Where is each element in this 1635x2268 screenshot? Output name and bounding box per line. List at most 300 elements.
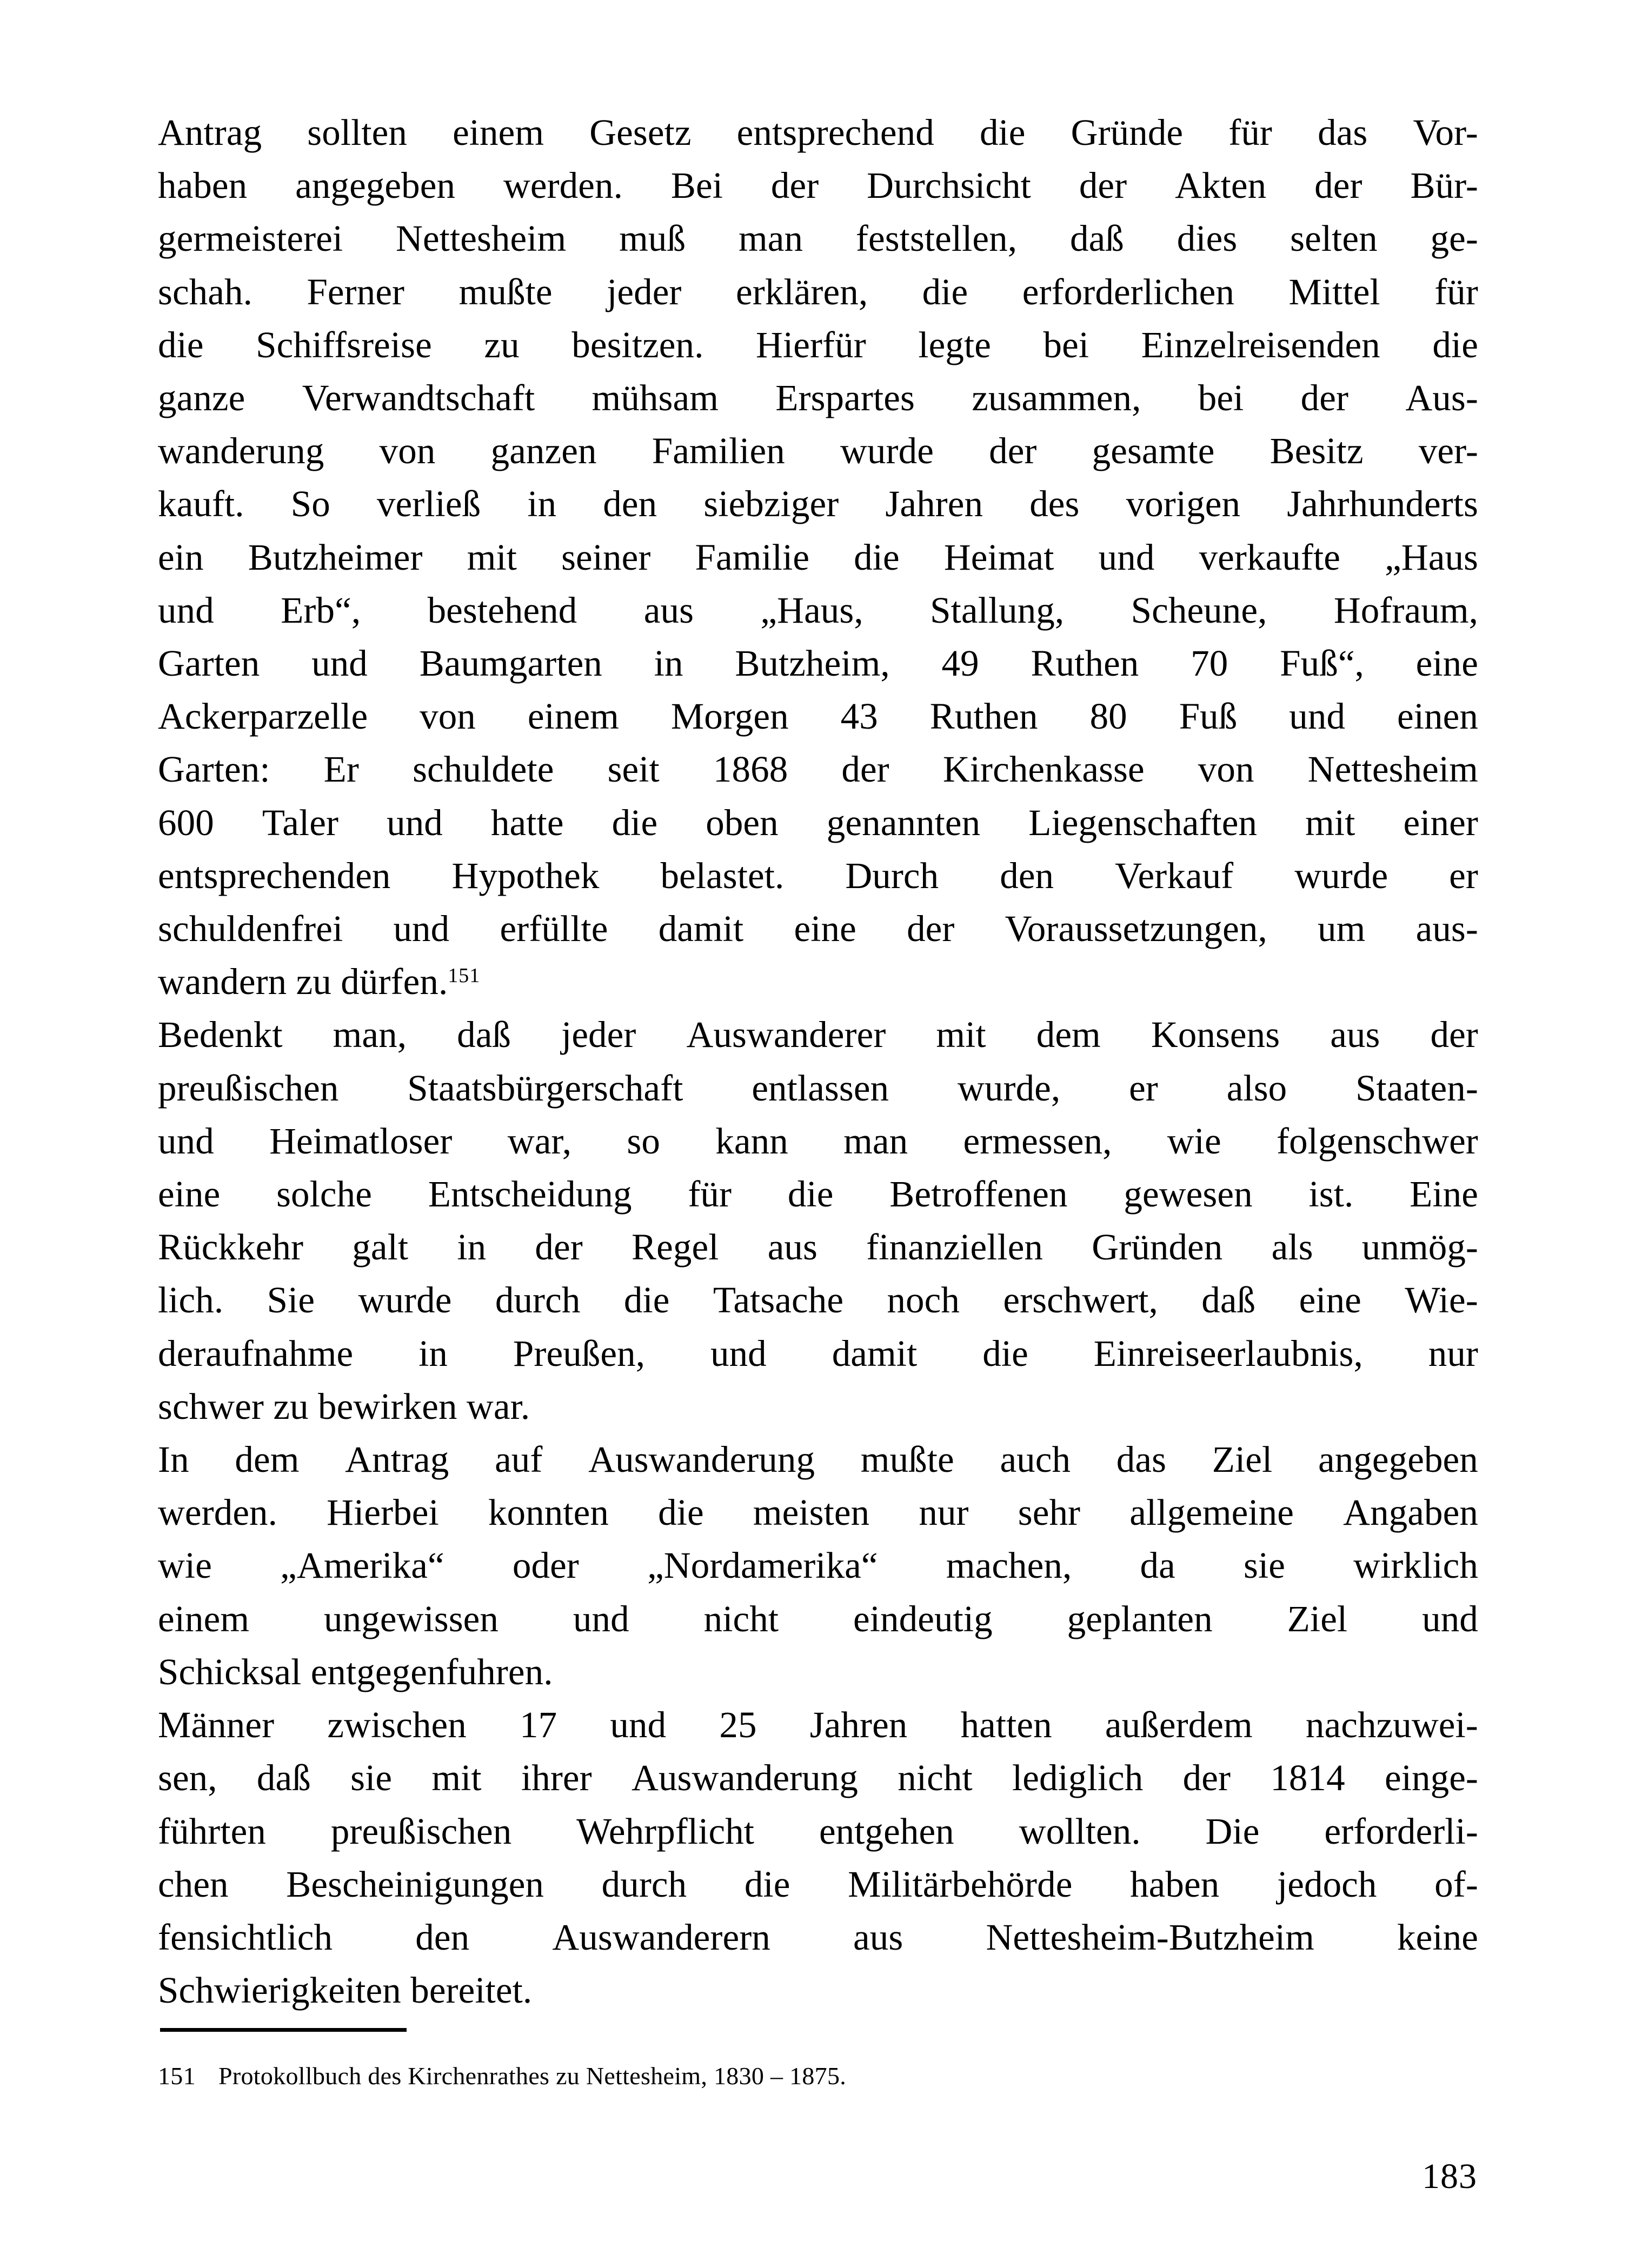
paragraph-3 bbox=[158, 1433, 1478, 1698]
word: sen, bbox=[158, 1757, 217, 1799]
word: Familien bbox=[652, 430, 785, 472]
text-line bbox=[158, 212, 1478, 265]
word: ver- bbox=[1418, 430, 1478, 472]
text-line bbox=[158, 637, 1478, 690]
word: erforderli- bbox=[1324, 1810, 1478, 1852]
word: Voraussetzungen, bbox=[1005, 908, 1267, 950]
word: des bbox=[1029, 483, 1080, 525]
word: finanziellen bbox=[866, 1226, 1044, 1268]
word: Gründe bbox=[1071, 112, 1184, 153]
word: nicht bbox=[703, 1598, 779, 1639]
word: preußischen bbox=[330, 1810, 512, 1852]
word: der bbox=[989, 430, 1037, 472]
word: schah. bbox=[158, 271, 252, 312]
word: den bbox=[603, 483, 657, 525]
word: Heimatloser bbox=[269, 1120, 453, 1162]
word: und bbox=[1098, 536, 1155, 578]
word: einge- bbox=[1385, 1757, 1478, 1799]
word: Baumgarten bbox=[419, 643, 602, 684]
word: so bbox=[627, 1120, 660, 1162]
line-text: schwer zu bewirken war. bbox=[158, 1385, 530, 1427]
text-line bbox=[158, 849, 1478, 902]
word: nur bbox=[919, 1492, 969, 1533]
text-line bbox=[158, 371, 1478, 424]
text-line bbox=[158, 1062, 1478, 1115]
word: ihrer bbox=[521, 1757, 592, 1799]
word: mußte bbox=[458, 271, 553, 312]
word: Akten bbox=[1175, 165, 1267, 206]
word: von bbox=[420, 696, 476, 737]
word: Rückkehr bbox=[158, 1226, 304, 1268]
word: Aus- bbox=[1405, 377, 1478, 419]
word: Jahrhunderts bbox=[1287, 483, 1478, 525]
word: mit bbox=[936, 1014, 986, 1056]
word: Bei bbox=[670, 165, 723, 206]
word: verließ bbox=[376, 483, 481, 525]
word: Familie bbox=[695, 536, 810, 578]
word: sie bbox=[350, 1757, 393, 1799]
word: ganzen bbox=[490, 430, 597, 472]
word: Ruthen bbox=[929, 696, 1038, 737]
paragraph-2 bbox=[158, 1008, 1478, 1433]
word: Jahren bbox=[885, 483, 983, 525]
word: Liegenschaften bbox=[1028, 802, 1258, 843]
word: daß bbox=[1069, 218, 1124, 259]
word: ganze bbox=[158, 377, 245, 419]
word: wanderung bbox=[158, 430, 324, 472]
word: daß bbox=[1201, 1279, 1256, 1321]
text-line bbox=[158, 1592, 1478, 1645]
text-line bbox=[158, 1964, 1478, 2017]
text-line bbox=[158, 531, 1478, 584]
word: Hierbei bbox=[327, 1492, 439, 1533]
word: meisten bbox=[753, 1492, 870, 1533]
word: Nettesheim bbox=[396, 218, 567, 259]
word: entsprechend bbox=[736, 112, 934, 153]
word: schuldenfrei bbox=[158, 908, 343, 950]
word: of- bbox=[1434, 1863, 1478, 1905]
text-line bbox=[158, 106, 1478, 159]
text-line bbox=[158, 1698, 1478, 1751]
word: bestehend bbox=[427, 589, 577, 631]
word: einem bbox=[158, 1598, 250, 1639]
word: Erspartes bbox=[775, 377, 915, 419]
word: ein bbox=[158, 536, 204, 578]
word: haben bbox=[158, 165, 248, 206]
word: mit bbox=[431, 1757, 482, 1799]
word: der bbox=[841, 749, 889, 790]
word: der bbox=[907, 908, 955, 950]
word: sollten bbox=[307, 112, 407, 153]
word: Mittel bbox=[1288, 271, 1380, 312]
word: eindeutig bbox=[853, 1598, 993, 1639]
word: eine bbox=[1415, 643, 1478, 684]
word: Scheune, bbox=[1131, 589, 1267, 631]
word: mühsam bbox=[591, 377, 719, 419]
word: deraufnahme bbox=[158, 1332, 354, 1374]
word: Durchsicht bbox=[867, 165, 1031, 206]
word: Eine bbox=[1410, 1173, 1478, 1215]
word: Antrag bbox=[158, 112, 262, 153]
word: die bbox=[658, 1492, 704, 1533]
word: für bbox=[688, 1173, 732, 1215]
text-line bbox=[158, 1115, 1478, 1168]
word: Verkauf bbox=[1115, 855, 1234, 896]
word: wie bbox=[1167, 1120, 1221, 1162]
word: werden. bbox=[158, 1492, 278, 1533]
word: und bbox=[1422, 1598, 1478, 1639]
word: fensichtlich bbox=[158, 1916, 333, 1958]
word: Angaben bbox=[1343, 1492, 1478, 1533]
word: Butzheim, bbox=[735, 643, 890, 684]
line-text: wandern zu dürfen. bbox=[158, 961, 448, 1003]
word: in bbox=[654, 643, 683, 684]
word: man, bbox=[333, 1014, 407, 1056]
text-line bbox=[158, 1433, 1478, 1486]
word: Stallung, bbox=[930, 589, 1065, 631]
word: den bbox=[1000, 855, 1054, 896]
word: oder bbox=[512, 1545, 579, 1586]
word: 25 bbox=[719, 1704, 757, 1746]
word: noch bbox=[887, 1279, 960, 1321]
word: jeder bbox=[607, 271, 682, 312]
word: Einzelreisenden bbox=[1141, 324, 1380, 365]
word: von bbox=[379, 430, 436, 472]
word: führten bbox=[158, 1810, 266, 1852]
word: die bbox=[787, 1173, 834, 1215]
word: ermessen, bbox=[963, 1120, 1112, 1162]
word: auch bbox=[1000, 1439, 1071, 1480]
word: eine bbox=[794, 908, 856, 950]
word: nachzuwei- bbox=[1305, 1704, 1478, 1746]
word: besitzen. bbox=[571, 324, 704, 365]
word: „Nordamerika“ bbox=[647, 1545, 878, 1586]
word: Verwandtschaft bbox=[302, 377, 535, 419]
word: Wehrpflicht bbox=[576, 1810, 755, 1852]
word: Durch bbox=[845, 855, 939, 896]
word: Auswanderung bbox=[588, 1439, 815, 1480]
word: bei bbox=[1043, 324, 1089, 365]
word: legte bbox=[918, 324, 991, 365]
word: Ruthen bbox=[1031, 643, 1139, 684]
word: da bbox=[1140, 1545, 1175, 1586]
text-line bbox=[158, 743, 1478, 796]
word: belastet. bbox=[660, 855, 785, 896]
word: der bbox=[1314, 165, 1362, 206]
word: siebziger bbox=[703, 483, 839, 525]
text-line bbox=[158, 424, 1478, 477]
text-line bbox=[158, 1645, 1478, 1698]
word: und bbox=[158, 1120, 214, 1162]
word: die bbox=[979, 112, 1026, 153]
word: zu bbox=[484, 324, 520, 365]
text-line bbox=[158, 265, 1478, 318]
word: „Haus, bbox=[760, 589, 863, 631]
word: dem bbox=[1036, 1014, 1101, 1056]
word: also bbox=[1226, 1067, 1287, 1109]
word: als bbox=[1271, 1226, 1313, 1268]
word: mit bbox=[467, 536, 517, 578]
word: erforderlichen bbox=[1022, 271, 1234, 312]
word: Auswanderern bbox=[552, 1916, 770, 1958]
word: aus bbox=[767, 1226, 818, 1268]
word: unmög- bbox=[1361, 1226, 1478, 1268]
word: außerdem bbox=[1105, 1704, 1253, 1746]
word: Tatsache bbox=[713, 1279, 844, 1321]
text-line bbox=[158, 1858, 1478, 1911]
word: hatte bbox=[490, 802, 564, 843]
text-line bbox=[158, 1539, 1478, 1592]
word: Garten bbox=[158, 643, 260, 684]
word: Ziel bbox=[1212, 1439, 1273, 1480]
word: entgehen bbox=[819, 1810, 954, 1852]
word: Heimat bbox=[943, 536, 1054, 578]
text-line bbox=[158, 477, 1478, 530]
word: Ziel bbox=[1287, 1598, 1348, 1639]
footnote-separator-rule bbox=[160, 2028, 407, 2032]
word: der bbox=[1079, 165, 1127, 206]
word: 17 bbox=[520, 1704, 557, 1746]
word: Militärbehörde bbox=[848, 1863, 1073, 1905]
word: und bbox=[573, 1598, 629, 1639]
word: seiner bbox=[561, 536, 651, 578]
word: für bbox=[1434, 271, 1478, 312]
word: kauft. bbox=[158, 483, 244, 525]
line-text: Schicksal entgegenfuhren. bbox=[158, 1651, 553, 1692]
word: jedoch bbox=[1277, 1863, 1377, 1905]
text-line bbox=[158, 1805, 1478, 1858]
word: sie bbox=[1244, 1545, 1285, 1586]
word: „Amerika“ bbox=[280, 1545, 444, 1586]
word: erklären, bbox=[736, 271, 868, 312]
word: mit bbox=[1305, 802, 1355, 843]
word: 43 bbox=[840, 696, 878, 737]
word: aus bbox=[643, 589, 694, 631]
word: Betroffenen bbox=[889, 1173, 1068, 1215]
word: daß bbox=[256, 1757, 311, 1799]
word: 1814 bbox=[1270, 1757, 1345, 1799]
word: das bbox=[1318, 112, 1368, 153]
word: einem bbox=[453, 112, 544, 153]
word: werden. bbox=[503, 165, 623, 206]
word: zwischen bbox=[327, 1704, 467, 1746]
word: ungewissen bbox=[324, 1598, 499, 1639]
word: In bbox=[158, 1439, 189, 1480]
word: Wie- bbox=[1405, 1279, 1478, 1321]
word: Hierfür bbox=[756, 324, 866, 365]
word: Gründen bbox=[1092, 1226, 1223, 1268]
text-line bbox=[158, 1380, 1478, 1433]
word: Nettesheim bbox=[1307, 749, 1478, 790]
word: kann bbox=[715, 1120, 788, 1162]
word: selten bbox=[1290, 218, 1378, 259]
word: Die bbox=[1205, 1810, 1260, 1852]
word: haben bbox=[1130, 1863, 1220, 1905]
word: 49 bbox=[941, 643, 979, 684]
word: folgenschwer bbox=[1277, 1120, 1478, 1162]
word: lediglich bbox=[1012, 1757, 1144, 1799]
word: Sie bbox=[267, 1279, 315, 1321]
word: der bbox=[1300, 377, 1349, 419]
word: dem bbox=[235, 1439, 300, 1480]
word: die bbox=[612, 802, 658, 843]
word: wollten. bbox=[1019, 1810, 1141, 1852]
word: Garten: bbox=[158, 749, 270, 790]
word: auf bbox=[495, 1439, 543, 1480]
word: durch bbox=[495, 1279, 581, 1321]
footnote-entry bbox=[158, 2060, 1478, 2092]
text-line bbox=[158, 1220, 1478, 1273]
word: man bbox=[738, 218, 803, 259]
word: Staaten- bbox=[1355, 1067, 1478, 1109]
word: wurde bbox=[840, 430, 934, 472]
word: wie bbox=[158, 1545, 212, 1586]
word: wurde bbox=[358, 1279, 452, 1321]
word: Schiffsreise bbox=[256, 324, 432, 365]
word: und bbox=[710, 1332, 767, 1374]
word: chen bbox=[158, 1863, 229, 1905]
word: Konsens bbox=[1151, 1014, 1280, 1056]
text-line bbox=[158, 1168, 1478, 1220]
word: von bbox=[1198, 749, 1254, 790]
word: wurde, bbox=[957, 1067, 1061, 1109]
word: wurde bbox=[1294, 855, 1388, 896]
word: 600 bbox=[158, 802, 214, 843]
word: machen, bbox=[946, 1545, 1072, 1586]
word: in bbox=[527, 483, 557, 525]
paragraph-4 bbox=[158, 1698, 1478, 2017]
word: Bedenkt bbox=[158, 1014, 283, 1056]
word: Jahren bbox=[809, 1704, 908, 1746]
word: So bbox=[290, 483, 330, 525]
page-number: 183 bbox=[1422, 2157, 1477, 2196]
word: seit bbox=[607, 749, 660, 790]
word: Besitz bbox=[1270, 430, 1364, 472]
text-line bbox=[158, 902, 1478, 955]
word: Gesetz bbox=[589, 112, 692, 153]
word: Erb“, bbox=[281, 589, 361, 631]
word: gewesen bbox=[1124, 1173, 1253, 1215]
text-line bbox=[158, 159, 1478, 212]
word: mußte bbox=[860, 1439, 954, 1480]
word: Regel bbox=[632, 1226, 719, 1268]
word: Er bbox=[323, 749, 359, 790]
word: Morgen bbox=[670, 696, 789, 737]
word: und bbox=[610, 1704, 667, 1746]
word: gesamte bbox=[1092, 430, 1215, 472]
word: er bbox=[1449, 855, 1478, 896]
word: muß bbox=[619, 218, 686, 259]
word: einem bbox=[527, 696, 619, 737]
word: Fuß“, bbox=[1280, 643, 1364, 684]
word: damit bbox=[658, 908, 744, 950]
word: und bbox=[1289, 696, 1346, 737]
word: ge- bbox=[1430, 218, 1478, 259]
word: wirklich bbox=[1353, 1545, 1478, 1586]
footnote-marker: 151 bbox=[448, 964, 481, 988]
word: um bbox=[1318, 908, 1366, 950]
word: das bbox=[1116, 1439, 1167, 1480]
word: allgemeine bbox=[1129, 1492, 1294, 1533]
word: hatten bbox=[960, 1704, 1052, 1746]
word: und bbox=[387, 802, 443, 843]
word: Nettesheim-Butzheim bbox=[986, 1916, 1314, 1958]
word: Kirchenkasse bbox=[942, 749, 1145, 790]
word: solche bbox=[276, 1173, 372, 1215]
word: Vor- bbox=[1413, 112, 1478, 153]
word: daß bbox=[457, 1014, 511, 1056]
text-line bbox=[158, 1911, 1478, 1964]
word: 80 bbox=[1089, 696, 1127, 737]
word: Hypothek bbox=[451, 855, 600, 896]
text-line bbox=[158, 1751, 1478, 1804]
word: vorigen bbox=[1126, 483, 1241, 525]
word: die bbox=[982, 1332, 1028, 1374]
word: angegeben bbox=[1318, 1439, 1478, 1480]
word: einen bbox=[1397, 696, 1478, 737]
word: Männer bbox=[158, 1704, 275, 1746]
word: und bbox=[158, 589, 214, 631]
word: Ackerparzelle bbox=[158, 696, 368, 737]
word: ist. bbox=[1308, 1173, 1354, 1215]
text-line bbox=[158, 318, 1478, 371]
word: war, bbox=[507, 1120, 572, 1162]
word: Bür- bbox=[1410, 165, 1478, 206]
word: oben bbox=[706, 802, 779, 843]
word: entlassen bbox=[752, 1067, 889, 1109]
word: konnten bbox=[488, 1492, 609, 1533]
word: Taler bbox=[262, 802, 339, 843]
word: durch bbox=[601, 1863, 687, 1905]
word: angegeben bbox=[295, 165, 456, 206]
word: feststellen, bbox=[855, 218, 1018, 259]
word: sehr bbox=[1018, 1492, 1081, 1533]
word: in bbox=[457, 1226, 487, 1268]
word: die bbox=[158, 324, 204, 365]
paragraph-1 bbox=[158, 106, 1478, 1008]
word: schuldete bbox=[413, 749, 554, 790]
word: jeder bbox=[561, 1014, 636, 1056]
word: erfüllte bbox=[500, 908, 608, 950]
word: Entscheidung bbox=[428, 1173, 632, 1215]
word: Hofraum, bbox=[1333, 589, 1478, 631]
word: eine bbox=[158, 1173, 221, 1215]
word: Auswanderung bbox=[632, 1757, 858, 1799]
word: den bbox=[415, 1916, 470, 1958]
word: „Haus bbox=[1385, 536, 1478, 578]
word: in bbox=[418, 1332, 448, 1374]
word: nicht bbox=[898, 1757, 973, 1799]
word: Einreiseerlaubnis, bbox=[1093, 1332, 1363, 1374]
word: Bescheinigungen bbox=[286, 1863, 544, 1905]
word: lich. bbox=[158, 1279, 224, 1321]
word: keine bbox=[1397, 1916, 1478, 1958]
word: genannten bbox=[826, 802, 981, 843]
word: die bbox=[623, 1279, 670, 1321]
word: zusammen, bbox=[972, 377, 1141, 419]
word: man bbox=[843, 1120, 908, 1162]
word: und bbox=[311, 643, 368, 684]
word: Antrag bbox=[345, 1439, 449, 1480]
word: der bbox=[770, 165, 819, 206]
word: er bbox=[1129, 1067, 1158, 1109]
word: der bbox=[535, 1226, 583, 1268]
word: erschwert, bbox=[1003, 1279, 1158, 1321]
word: germeisterei bbox=[158, 218, 343, 259]
text-line bbox=[158, 1486, 1478, 1539]
word: Preußen, bbox=[513, 1332, 646, 1374]
word: 70 bbox=[1191, 643, 1228, 684]
